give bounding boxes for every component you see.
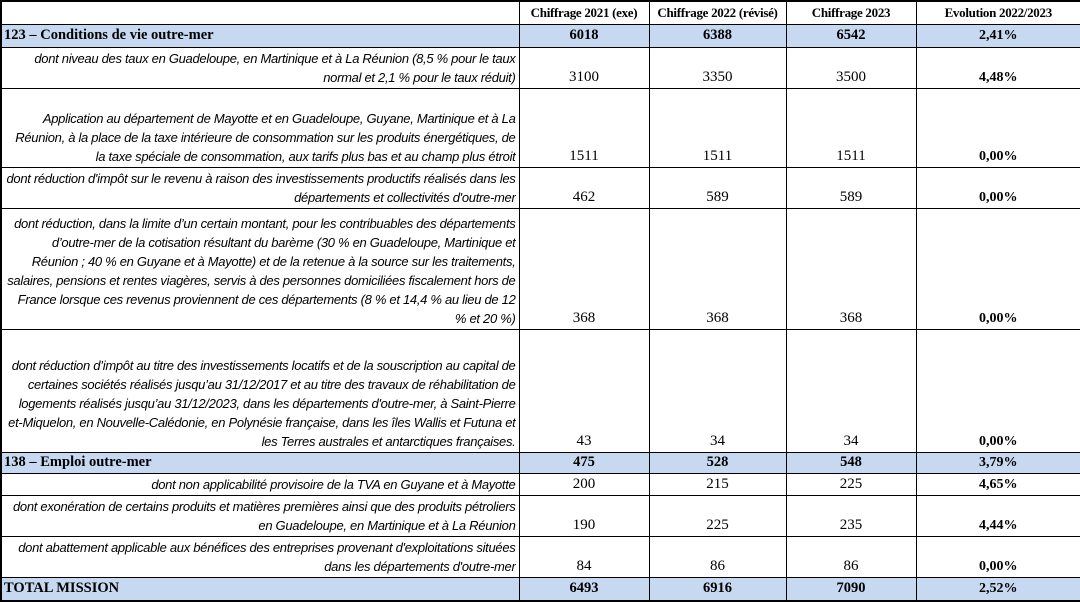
evolution-value: 0,00%: [916, 167, 1080, 208]
evolution-value: 0,00%: [916, 329, 1080, 452]
row-label: dont non applicabilité provisoire de la TVA en Guyane et à Mayotte: [1, 473, 519, 495]
value-2021: 3100: [519, 47, 649, 88]
evolution-value: 0,00%: [916, 88, 1080, 167]
value-2023: 86: [786, 536, 916, 577]
value-2022: 215: [649, 473, 786, 495]
value-2021: 200: [519, 473, 649, 495]
value-2021: 6493: [519, 577, 649, 601]
evolution-value: 4,65%: [916, 473, 1080, 495]
column-header-2021: Chiffrage 2021 (exe): [519, 1, 649, 24]
header-row: [1, 1, 1080, 24]
value-2022: 6388: [649, 24, 786, 47]
row-label: dont exonération de certains produits et matières premières ainsi que des produits pétroliers en Guadeloupe, en Martinique et à La Réunion: [1, 495, 519, 536]
total-row: [1, 577, 1080, 601]
value-2022: 34: [649, 329, 786, 452]
value-2021: 462: [519, 167, 649, 208]
evolution-value: 4,44%: [916, 495, 1080, 536]
section-row-123: [1, 24, 1080, 47]
value-2022: 3350: [649, 47, 786, 88]
evolution-value: 2,52%: [916, 577, 1080, 601]
value-2023: 589: [786, 167, 916, 208]
value-2021: 368: [519, 208, 649, 329]
detail-row: [1, 208, 1080, 329]
value-2021: 43: [519, 329, 649, 452]
row-label: Application au département de Mayotte et en Guadeloupe, Guyane, Martinique et à La Réunion, à la place de la taxe intérieure de consommation sur les produits énergétiques, de la taxe spéciale de consommation, aux tarifs plus bas et au champ plus étroit: [1, 88, 519, 167]
detail-row: [1, 167, 1080, 208]
total-label: TOTAL MISSION: [1, 577, 519, 601]
value-2021: 84: [519, 536, 649, 577]
detail-row: [1, 495, 1080, 536]
evolution-value: 0,00%: [916, 536, 1080, 577]
value-2022: 6916: [649, 577, 786, 601]
value-2022: 86: [649, 536, 786, 577]
detail-row: [1, 536, 1080, 577]
row-label: dont réduction d’impôt au titre des investissements locatifs et de la souscription au capital de certaines sociétés réalisés jusqu’au 31/12/2017 et au titre des travaux de réhabilitation de logements réalisés jusqu’au 31/12/2023, dans les départements d'outre-mer, à Saint-Pierre et-Miquelon, en Nouvelle-Calédonie, en Polynésie française, dans les îles Wallis et Futuna et les Terres australes et antarctiques françaises.: [1, 329, 519, 452]
column-header-2023: Chiffrage 2023: [786, 1, 916, 24]
section-label: 123 – Conditions de vie outre-mer: [1, 24, 519, 47]
value-2022: 589: [649, 167, 786, 208]
value-2023: 368: [786, 208, 916, 329]
row-label: dont abattement applicable aux bénéfices des entreprises provenant d'exploitations situées dans les départements d'outre-mer: [1, 536, 519, 577]
evolution-value: 0,00%: [916, 208, 1080, 329]
value-2023: 1511: [786, 88, 916, 167]
value-2022: 225: [649, 495, 786, 536]
value-2021: 190: [519, 495, 649, 536]
detail-row: [1, 47, 1080, 88]
value-2022: 1511: [649, 88, 786, 167]
value-2023: 34: [786, 329, 916, 452]
column-header-evolution: Evolution 2022/2023: [916, 1, 1080, 24]
value-2023: 7090: [786, 577, 916, 601]
section-label: 138 – Emploi outre-mer: [1, 452, 519, 473]
detail-row: [1, 329, 1080, 452]
value-2022: 528: [649, 452, 786, 473]
value-2023: 6542: [786, 24, 916, 47]
value-2021: 475: [519, 452, 649, 473]
row-label: dont réduction d'impôt sur le revenu à raison des investissements productifs réalisés dans les départements et collectivités d'outre-mer: [1, 167, 519, 208]
corner-cell: [1, 1, 519, 24]
evolution-value: 3,79%: [916, 452, 1080, 473]
value-2021: 1511: [519, 88, 649, 167]
value-2022: 368: [649, 208, 786, 329]
evolution-value: 2,41%: [916, 24, 1080, 47]
value-2023: 548: [786, 452, 916, 473]
row-label: dont réduction, dans la limite d’un certain montant, pour les contribuables des départements d’outre-mer de la cotisation résultant du barème (30 % en Guadeloupe, Martinique et Réunion ; 40 % en Guyane et à Mayotte) et de la retenue à la source sur les traitements, salaires, pensions et rentes viagères, servis à des personnes domiciliées fiscalement hors de France lorsque ces revenus proviennent de ces départements (8 % et 14,4 % au lieu de 12 % et 20 %): [1, 208, 519, 329]
value-2021: 6018: [519, 24, 649, 47]
column-header-2022: Chiffrage 2022 (révisé): [649, 1, 786, 24]
value-2023: 225: [786, 473, 916, 495]
detail-row: [1, 473, 1080, 495]
value-2023: 235: [786, 495, 916, 536]
detail-row: [1, 88, 1080, 167]
row-label: dont niveau des taux en Guadeloupe, en Martinique et à La Réunion (8,5 % pour le taux normal et 2,1 % pour le taux réduit): [1, 47, 519, 88]
value-2023: 3500: [786, 47, 916, 88]
section-row-138: [1, 452, 1080, 473]
evolution-value: 4,48%: [916, 47, 1080, 88]
